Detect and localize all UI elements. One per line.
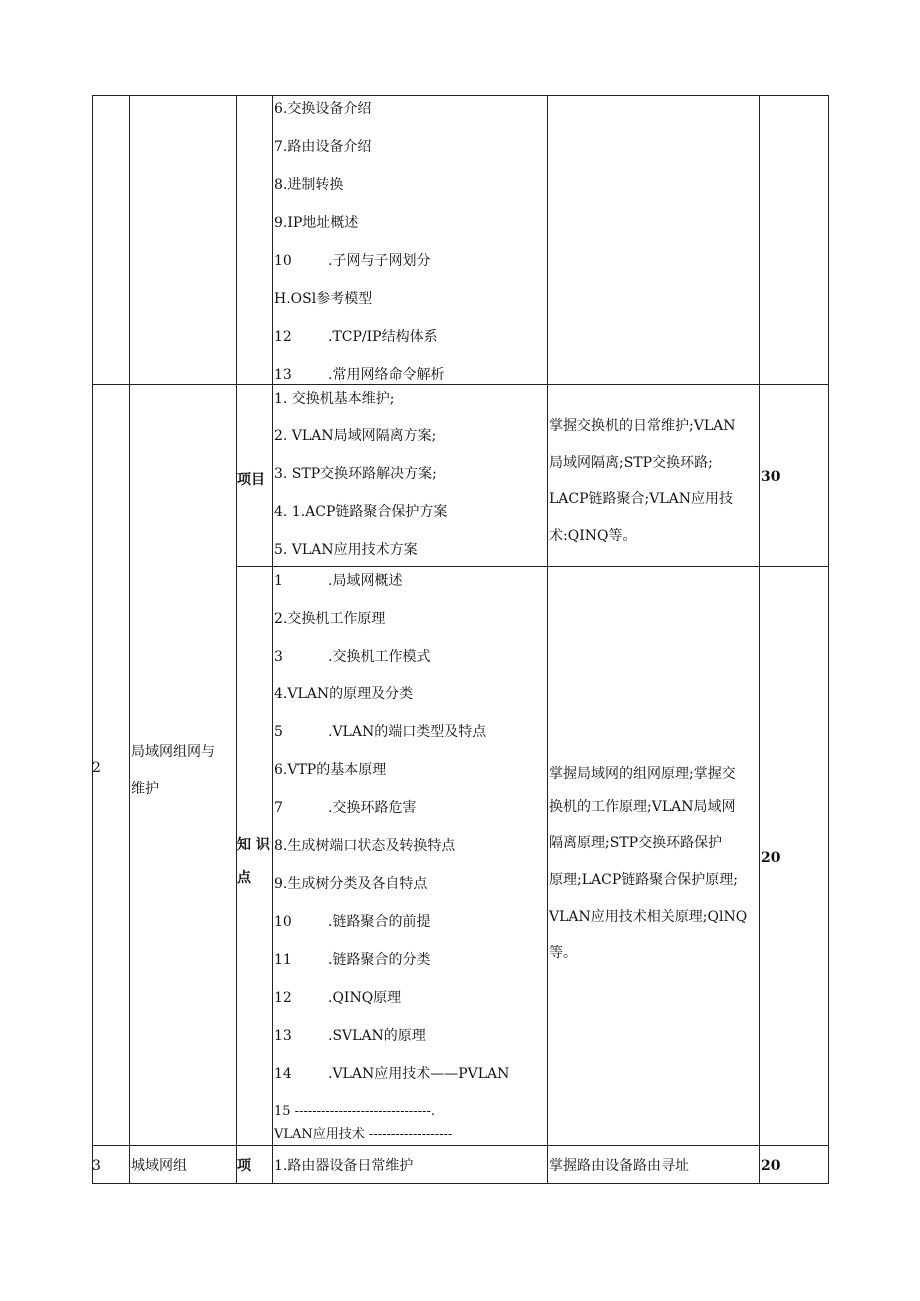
table-column-divider: [92, 95, 93, 1184]
module-name: 局域网组网与: [131, 744, 215, 760]
type-label: 项: [237, 1158, 251, 1174]
content-line: 9.IP地址概述: [274, 215, 359, 231]
table-column-divider: [828, 95, 829, 1184]
knowledge-text: .交换环路危害: [328, 800, 417, 816]
knowledge-item: 8.生成树端口状态及转换特点: [274, 838, 456, 854]
table-border-top: [92, 95, 829, 96]
knowledge-text: .SVLAN的原理: [328, 1028, 426, 1044]
content-line: 6.交换设备介绍: [274, 101, 372, 117]
goal-line: 掌握局域网的组网原理;掌握交: [549, 766, 736, 782]
table-column-divider: [547, 95, 548, 1184]
goal-line: 等。: [549, 945, 577, 961]
knowledge-text: .链路聚合的前提: [328, 914, 431, 930]
type-label: 知 识: [237, 837, 270, 853]
type-label: 项目: [237, 472, 265, 488]
knowledge-text: .局域网概述: [328, 573, 403, 589]
goal-line: 掌握交换机的日常维护;VLAN: [549, 418, 736, 434]
goal-line: LACP链路聚合;VLAN应用技: [549, 491, 734, 507]
content-line-number: 12: [274, 329, 292, 345]
table-row-divider: [92, 384, 829, 385]
knowledge-number: 10: [274, 914, 292, 930]
hours-value: 20: [761, 850, 781, 866]
table-row-divider: [236, 566, 829, 567]
knowledge-number: 3: [274, 649, 283, 665]
table-border-bottom: [92, 1183, 829, 1184]
goal-line: 掌握路由设备路由寻址: [549, 1158, 689, 1174]
module-name: 城域网组: [131, 1158, 187, 1174]
project-item: 4. 1.ACP链路聚合保护方案: [274, 504, 448, 520]
hours-value: 20: [761, 1158, 781, 1174]
knowledge-text: .链路聚合的分类: [328, 952, 431, 968]
table-column-divider: [759, 95, 760, 1184]
table-column-divider: [129, 95, 130, 1184]
knowledge-number: 12: [274, 990, 292, 1006]
knowledge-number: 5: [274, 724, 283, 740]
content-line: 1.路由器设备日常维护: [274, 1158, 414, 1174]
knowledge-text: .VLAN应用技术——PVLAN: [328, 1066, 510, 1082]
knowledge-item: 9.生成树分类及各自特点: [274, 876, 428, 892]
content-line-number: 13: [274, 367, 292, 383]
project-item: 1. 交换机基本维护;: [274, 391, 395, 407]
knowledge-item: 6.VTP的基本原理: [274, 762, 387, 778]
hours-value: 30: [761, 469, 781, 485]
goal-line: 原理;LACP链路聚合保护原理;: [549, 872, 738, 888]
table-column-divider: [272, 95, 273, 1184]
content-line-number: 10: [274, 253, 292, 269]
content-line: H.OSl参考模型: [274, 291, 373, 307]
content-line-text: .TCP/IP结构体系: [328, 329, 438, 345]
knowledge-text: .交换机工作模式: [328, 649, 431, 665]
row-number: 3: [92, 1158, 101, 1174]
content-line: 7.路由设备介绍: [274, 139, 372, 155]
goal-line: 术:QINQ等。: [549, 528, 637, 544]
knowledge-number: 13: [274, 1028, 292, 1044]
knowledge-item: 15 -------------------------------.: [274, 1104, 435, 1119]
goal-line: 隔离原理;STP交换环路保护: [549, 835, 723, 851]
content-line-text: .子网与子网划分: [328, 253, 431, 269]
knowledge-item: 2.交换机工作原理: [274, 611, 386, 627]
goal-line: 局域网隔离;STP交换环路;: [549, 455, 713, 471]
type-label: 点: [237, 870, 251, 886]
knowledge-item: VLAN应用技术 -------------------: [274, 1127, 453, 1142]
table-column-divider: [236, 95, 237, 1184]
project-item: 3. STP交换环路解决方案;: [274, 466, 437, 482]
knowledge-item: 4.VLAN的原理及分类: [274, 686, 414, 702]
knowledge-number: 7: [274, 800, 283, 816]
project-item: 2. VLAN局域网隔离方案;: [274, 428, 437, 444]
content-line-text: .常用网络命令解析: [328, 367, 445, 383]
row-number: 2: [92, 760, 101, 776]
knowledge-text: .QINQ原理: [328, 990, 402, 1006]
project-item: 5. VLAN应用技术方案: [274, 542, 418, 558]
knowledge-text: .VLAN的端口类型及特点: [328, 724, 487, 740]
knowledge-number: 11: [274, 952, 292, 968]
goal-line: VLAN应用技术相关原理;QlNQ: [549, 909, 748, 925]
module-name: 维护: [131, 781, 159, 797]
table-row-divider: [92, 1145, 829, 1146]
content-line: 8.进制转换: [274, 177, 344, 193]
knowledge-number: 1: [274, 573, 283, 589]
knowledge-number: 14: [274, 1066, 292, 1082]
goal-line: 换机的工作原理;VLAN局域网: [549, 799, 736, 815]
